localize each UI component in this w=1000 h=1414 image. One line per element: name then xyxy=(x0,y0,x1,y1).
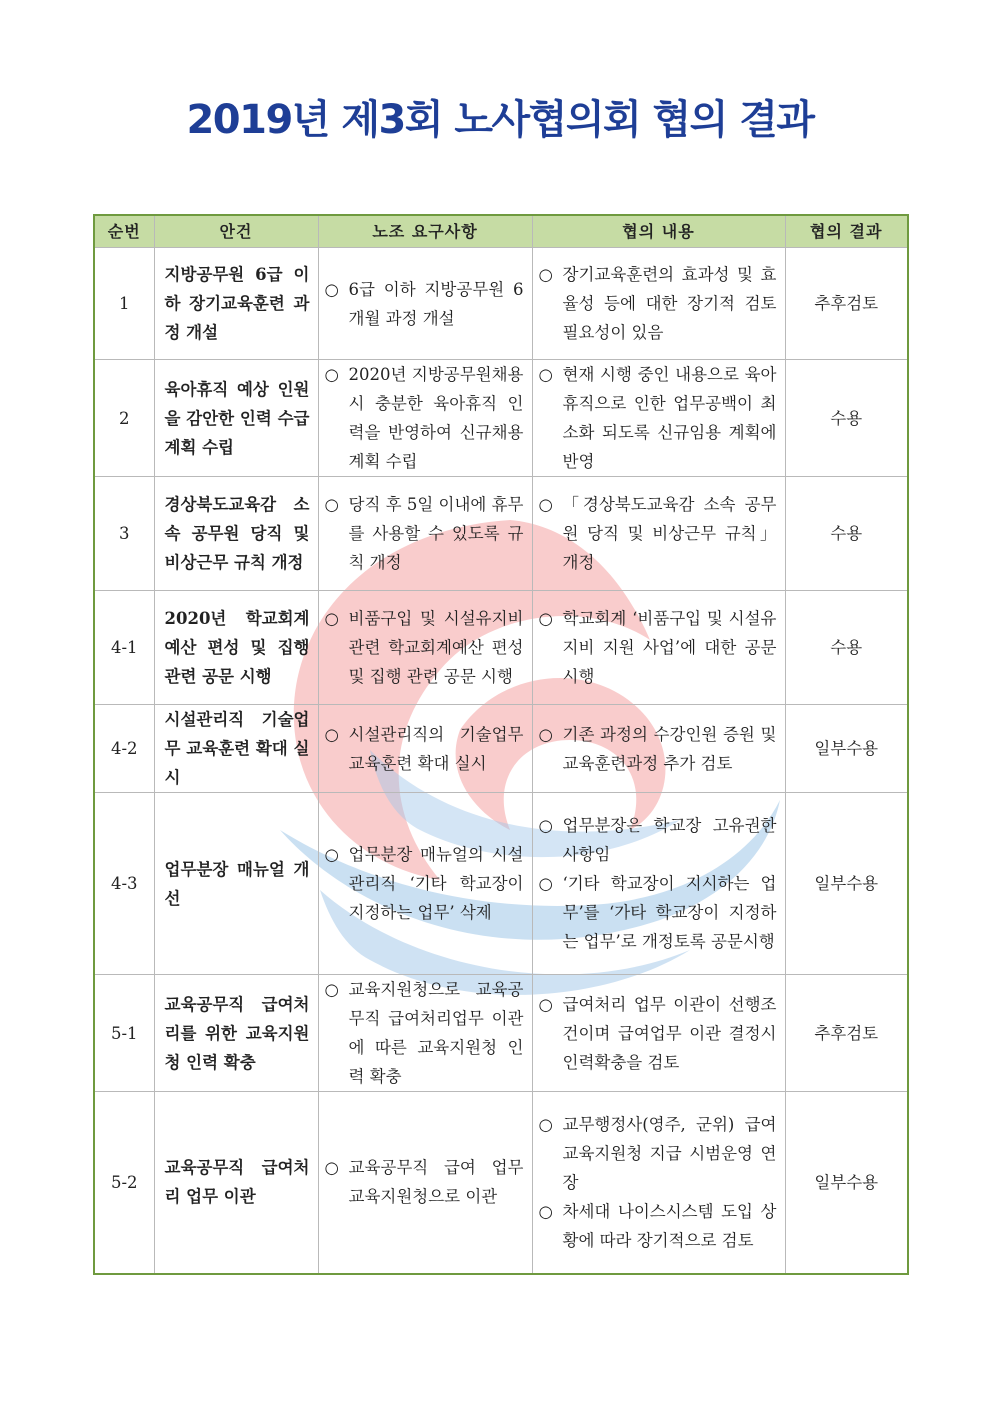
bullet-mark: ○ xyxy=(324,495,339,514)
demand-item: 업무분장 매뉴얼의 시설관리직 ‘기타 학교장이 지정하는 업무’ 삭제 xyxy=(348,845,524,922)
demand-item: 비품구입 및 시설유지비 관련 학교회계예산 편성 및 집행 관련 공문 시행 xyxy=(348,609,524,686)
table-row xyxy=(94,477,908,591)
bullet-mark: ○ xyxy=(538,495,553,514)
bullet-mark: ○ xyxy=(538,724,553,744)
row-demand xyxy=(318,248,532,360)
row-number: 3 xyxy=(94,477,154,591)
bullet-mark: ○ xyxy=(538,1114,553,1134)
row-agenda: 시설관리직 기술업무 교육훈련 확대 실시 xyxy=(154,705,318,793)
row-demand xyxy=(318,705,532,793)
row-result: 일부수용 xyxy=(785,705,908,793)
table-row xyxy=(94,1092,908,1274)
row-agenda: 육아휴직 예상 인원을 감안한 인력 수급 계획 수립 xyxy=(154,360,318,477)
demand-item: 6급 이하 지방공무원 6개월 과정 개설 xyxy=(348,279,524,328)
row-demand xyxy=(318,793,532,975)
demand-item: 교육지원청으로 교육공무직 급여처리업무 이관에 따른 교육지원청 인력 확충 xyxy=(348,980,524,1086)
content-item: 「경상북도교육감 소속 공무원 당직 및 비상근무 규칙」 개정 xyxy=(562,495,777,572)
bullet-mark: ○ xyxy=(324,845,339,864)
header-demand: 노조 요구사항 xyxy=(318,215,532,248)
row-agenda: 교육공무직 급여처리 업무 이관 xyxy=(154,1092,318,1274)
row-agenda: 경상북도교육감 소속 공무원 당직 및 비상근무 규칙 개정 xyxy=(154,477,318,591)
row-content xyxy=(532,705,785,793)
bullet-mark: ○ xyxy=(538,1201,553,1221)
demand-item: 2020년 지방공무원채용 시 충분한 육아휴직 인력을 반영하여 신규채용 계획 수립 xyxy=(348,365,524,471)
row-demand xyxy=(318,477,532,591)
table-row xyxy=(94,705,908,793)
page-title: 2019년 제3회 노사협의회 협의 결과 xyxy=(186,97,814,143)
row-agenda: 교육공무직 급여처리를 위한 교육지원청 인력 확충 xyxy=(154,975,318,1092)
row-number: 4-2 xyxy=(94,705,154,793)
content-item: 장기교육훈련의 효과성 및 효율성 등에 대한 장기적 검토 필요성이 있음 xyxy=(562,265,777,342)
row-result: 수용 xyxy=(785,477,908,591)
row-result: 수용 xyxy=(785,591,908,705)
demand-item: 당직 후 5일 이내에 휴무를 사용할 수 있도록 규칙 개정 xyxy=(348,495,524,572)
table-row xyxy=(94,591,908,705)
bullet-mark: ○ xyxy=(538,816,553,835)
demand-item: 시설관리직의 기술업무 교육훈련 확대 실시 xyxy=(348,724,524,773)
row-content xyxy=(532,477,785,591)
row-demand xyxy=(318,591,532,705)
header-num: 순번 xyxy=(94,215,154,248)
row-number: 5-1 xyxy=(94,975,154,1092)
content-item: ‘기타 학교장이 지시하는 업무’를 ‘가타 학교장이 지정하는 업무’로 개정토록 공문시행 xyxy=(562,874,777,951)
row-result: 추후검토 xyxy=(785,975,908,1092)
bullet-mark: ○ xyxy=(538,365,553,384)
content-item: 급여처리 업무 이관이 선행조건이며 급여업무 이관 결정시 인력확충을 검토 xyxy=(562,994,777,1072)
table-row xyxy=(94,248,908,360)
table-row xyxy=(94,793,908,975)
row-content xyxy=(532,591,785,705)
row-content xyxy=(532,793,785,975)
bullet-mark: ○ xyxy=(538,265,553,284)
row-content xyxy=(532,975,785,1092)
row-result: 추후검토 xyxy=(785,248,908,360)
row-number: 5-2 xyxy=(94,1092,154,1274)
row-agenda: 2020년 학교회계예산 편성 및 집행 관련 공문 시행 xyxy=(154,591,318,705)
header-content: 협의 내용 xyxy=(532,215,785,248)
row-demand xyxy=(318,975,532,1092)
bullet-mark: ○ xyxy=(324,980,339,999)
row-result: 수용 xyxy=(785,360,908,477)
bullet-mark: ○ xyxy=(538,609,553,628)
header-agenda: 안건 xyxy=(154,215,318,248)
bullet-mark: ○ xyxy=(324,609,339,628)
results-table xyxy=(93,214,909,1275)
row-result: 일부수용 xyxy=(785,793,908,975)
content-item: 교무행정사(영주, 군위) 급여 교육지원청 지급 시범운영 연장 xyxy=(562,1114,777,1192)
row-number: 2 xyxy=(94,360,154,477)
row-number: 1 xyxy=(94,248,154,360)
bullet-mark: ○ xyxy=(538,994,553,1014)
row-demand xyxy=(318,360,532,477)
content-item: 기존 과정의 수강인원 증원 및 교육훈련과정 추가 검토 xyxy=(562,724,777,773)
table-row xyxy=(94,975,908,1092)
row-content xyxy=(532,248,785,360)
demand-item: 교육공무직 급여 업무 교육지원청으로 이관 xyxy=(348,1158,524,1207)
content-item: 차세대 나이스시스템 도입 상황에 따라 장기적으로 검토 xyxy=(562,1201,777,1250)
content-item: 학교회계 ‘비품구입 및 시설유지비 지원 사업’에 대한 공문 시행 xyxy=(562,609,777,686)
header-result: 협의 결과 xyxy=(785,215,908,248)
row-content xyxy=(532,360,785,477)
bullet-mark: ○ xyxy=(324,1158,339,1178)
bullet-mark: ○ xyxy=(324,279,339,299)
table-header-row xyxy=(94,215,908,248)
bullet-mark: ○ xyxy=(538,874,553,893)
row-agenda: 업무분장 매뉴얼 개선 xyxy=(154,793,318,975)
content-item: 현재 시행 중인 내용으로 육아휴직으로 인한 업무공백이 최소화 되도록 신규임용 계획에 반영 xyxy=(562,365,777,471)
row-content xyxy=(532,1092,785,1274)
row-result: 일부수용 xyxy=(785,1092,908,1274)
table-row xyxy=(94,360,908,477)
bullet-mark: ○ xyxy=(324,724,339,744)
row-number: 4-3 xyxy=(94,793,154,975)
content-item: 업무분장은 학교장 고유권한 사항임 xyxy=(562,816,777,864)
row-demand xyxy=(318,1092,532,1274)
row-number: 4-1 xyxy=(94,591,154,705)
bullet-mark: ○ xyxy=(324,365,339,384)
row-agenda: 지방공무원 6급 이하 장기교육훈련 과정 개설 xyxy=(154,248,318,360)
